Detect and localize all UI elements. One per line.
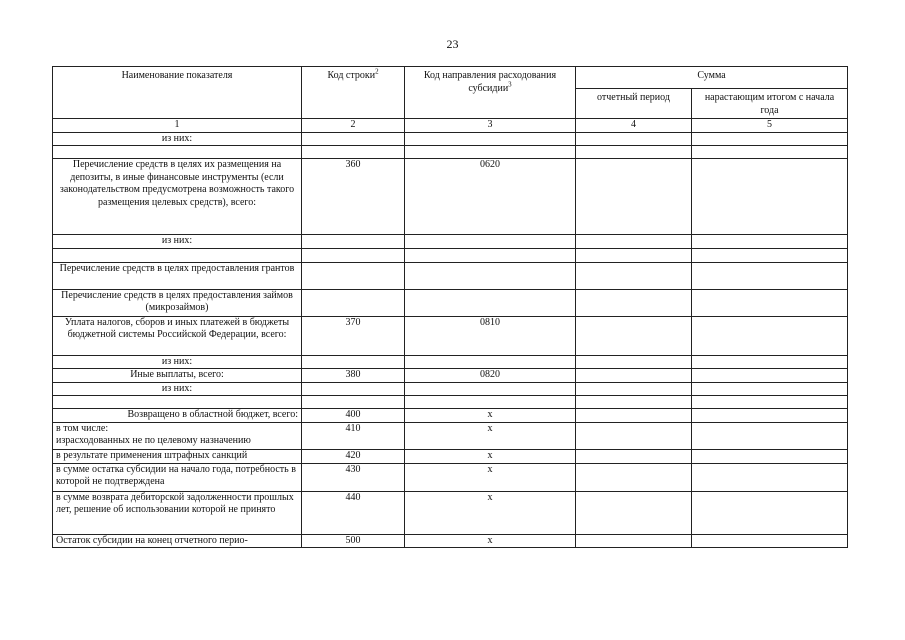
column-number: 5 — [692, 119, 848, 133]
header-sum: Сумма — [697, 70, 726, 81]
row-period-sum — [576, 248, 692, 262]
header-direction: Код направления расходования субсидии — [423, 70, 557, 94]
table-row — [53, 248, 848, 262]
row-direction-code: x — [405, 422, 576, 449]
row-direction-code: 0820 — [405, 369, 576, 383]
row-cumulative-sum — [692, 146, 848, 159]
row-direction-code — [405, 289, 576, 316]
table-row — [53, 369, 848, 383]
header-code: Код строки — [327, 70, 376, 81]
table-row — [53, 146, 848, 159]
sub-items-label: из них: — [53, 355, 302, 369]
header-code-cell — [302, 67, 405, 119]
row-name: Возвращено в областной бюджет, всего: — [53, 409, 302, 423]
row-period-sum — [576, 422, 692, 449]
row-period-sum — [576, 262, 692, 289]
row-code — [302, 146, 405, 159]
row-cumulative-sum — [692, 316, 848, 355]
row-cumulative-sum — [692, 463, 848, 491]
row-cumulative-sum — [692, 382, 848, 396]
row-name: Перечисление средств в целях предоставления займов (микрозаймов) — [53, 289, 302, 316]
row-period-sum — [576, 382, 692, 396]
row-code: 360 — [302, 159, 405, 235]
row-period-sum — [576, 409, 692, 423]
row-name: Перечисление средств в целях их размещения на депозиты, в иные финансовые инструменты (если законодательством предусмотрена возможность такого размещения целевых средств), всего: — [53, 159, 302, 235]
row-code — [302, 289, 405, 316]
column-number: 3 — [405, 119, 576, 133]
row-name — [53, 146, 302, 159]
row-period-sum — [576, 289, 692, 316]
report-body — [53, 132, 848, 548]
row-name: в результате применения штрафных санкций — [53, 449, 302, 463]
row-code — [302, 132, 405, 146]
row-code: 370 — [302, 316, 405, 355]
row-name: в том числе: израсходованных не по целевому назначению — [53, 422, 302, 449]
row-cumulative-sum — [692, 262, 848, 289]
table-row — [53, 449, 848, 463]
row-cumulative-sum — [692, 534, 848, 548]
row-cumulative-sum — [692, 422, 848, 449]
row-direction-code: x — [405, 534, 576, 548]
row-cumulative-sum — [692, 409, 848, 423]
table-row — [53, 396, 848, 409]
row-period-sum — [576, 491, 692, 534]
row-direction-code — [405, 262, 576, 289]
table-row — [53, 289, 848, 316]
table-row — [53, 463, 848, 491]
table-row — [53, 132, 848, 146]
sub-items-label: из них: — [53, 382, 302, 396]
table-row — [53, 355, 848, 369]
row-direction-code: x — [405, 463, 576, 491]
row-code: 420 — [302, 449, 405, 463]
row-direction-code: 0810 — [405, 316, 576, 355]
table-row — [53, 235, 848, 249]
row-cumulative-sum — [692, 235, 848, 249]
row-cumulative-sum — [692, 248, 848, 262]
row-code: 400 — [302, 409, 405, 423]
row-cumulative-sum — [692, 159, 848, 235]
table-row — [53, 262, 848, 289]
row-period-sum — [576, 449, 692, 463]
column-number: 2 — [302, 119, 405, 133]
row-name: Перечисление средств в целях предоставления грантов — [53, 262, 302, 289]
row-direction-code — [405, 146, 576, 159]
row-code: 430 — [302, 463, 405, 491]
row-direction-code: x — [405, 409, 576, 423]
header-direction-footnote: 3 — [508, 80, 512, 89]
header-name: Наименование показателя — [121, 70, 233, 81]
table-row — [53, 491, 848, 534]
row-cumulative-sum — [692, 355, 848, 369]
row-code: 500 — [302, 534, 405, 548]
table-row — [53, 316, 848, 355]
table-row — [53, 534, 848, 548]
row-direction-code — [405, 396, 576, 409]
row-direction-code — [405, 132, 576, 146]
row-cumulative-sum — [692, 132, 848, 146]
sub-items-label: из них: — [53, 132, 302, 146]
row-code — [302, 248, 405, 262]
row-direction-code: x — [405, 449, 576, 463]
row-code — [302, 355, 405, 369]
row-period-sum — [576, 396, 692, 409]
header-code-footnote: 2 — [375, 67, 379, 76]
table-row — [53, 159, 848, 235]
row-name: Остаток субсидии на конец отчетного перио- — [53, 534, 302, 548]
row-name: Иные выплаты, всего: — [53, 369, 302, 383]
row-name: в сумме остатка субсидии на начало года, потребность в которой не подтверждена — [53, 463, 302, 491]
header-sum-cell — [576, 67, 848, 89]
table-row — [53, 382, 848, 396]
row-period-sum — [576, 369, 692, 383]
row-code: 440 — [302, 491, 405, 534]
row-name — [53, 248, 302, 262]
header-name-cell — [53, 67, 302, 119]
row-code — [302, 235, 405, 249]
row-period-sum — [576, 316, 692, 355]
header-direction-cell — [405, 67, 576, 119]
row-direction-code — [405, 235, 576, 249]
row-direction-code: 0620 — [405, 159, 576, 235]
row-cumulative-sum — [692, 396, 848, 409]
row-code — [302, 382, 405, 396]
row-cumulative-sum — [692, 369, 848, 383]
row-cumulative-sum — [692, 449, 848, 463]
row-period-sum — [576, 534, 692, 548]
row-direction-code — [405, 248, 576, 262]
page-number: 23 — [446, 37, 459, 51]
row-direction-code: x — [405, 491, 576, 534]
report-table — [52, 66, 848, 548]
column-number: 4 — [576, 119, 692, 133]
row-code — [302, 396, 405, 409]
row-name: в сумме возврата дебиторской задолженности прошлых лет, решение об использовании которой не принято — [53, 491, 302, 534]
row-name: Уплата налогов, сборов и иных платежей в бюджеты бюджетной системы Российской Федерации, всего: — [53, 316, 302, 355]
row-code — [302, 262, 405, 289]
header-period-cell — [576, 89, 692, 119]
header-cumulative-cell — [692, 89, 848, 119]
column-number: 1 — [53, 119, 302, 133]
row-cumulative-sum — [692, 491, 848, 534]
row-cumulative-sum — [692, 289, 848, 316]
header-period: отчетный период — [597, 92, 670, 103]
row-code: 410 — [302, 422, 405, 449]
row-period-sum — [576, 146, 692, 159]
table-row — [53, 409, 848, 423]
header-cumulative: нарастающим итогом с начала года — [704, 92, 835, 116]
table-row — [53, 422, 848, 449]
row-direction-code — [405, 382, 576, 396]
row-name — [53, 396, 302, 409]
row-period-sum — [576, 132, 692, 146]
row-direction-code — [405, 355, 576, 369]
row-period-sum — [576, 463, 692, 491]
row-period-sum — [576, 159, 692, 235]
row-code: 380 — [302, 369, 405, 383]
row-period-sum — [576, 355, 692, 369]
row-period-sum — [576, 235, 692, 249]
sub-items-label: из них: — [53, 235, 302, 249]
